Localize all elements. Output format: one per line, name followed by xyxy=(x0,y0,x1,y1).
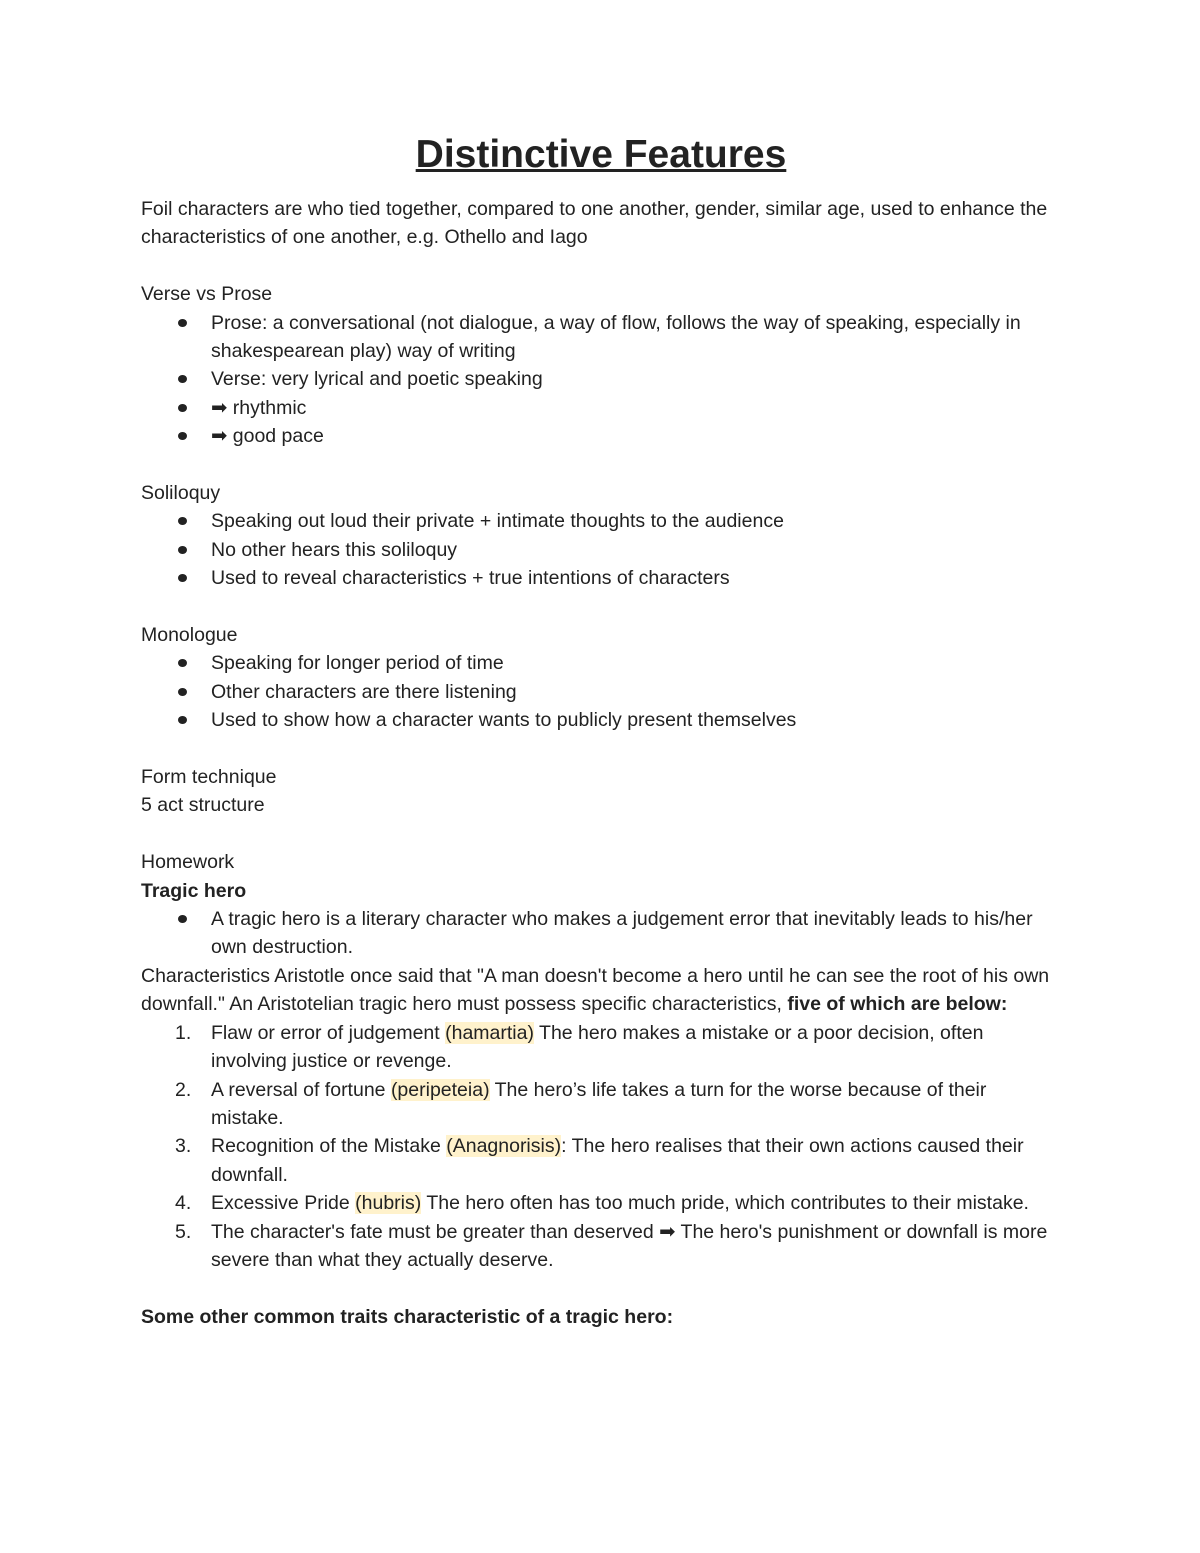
bullet-icon xyxy=(178,517,187,525)
bullet-icon xyxy=(178,546,187,554)
bullet-icon xyxy=(178,432,187,440)
list-item: Used to reveal characteristics + true intentions of characters xyxy=(141,564,1061,592)
highlighted-term: (Anagnorisis) xyxy=(446,1135,562,1158)
highlighted-term: (hubris) xyxy=(355,1192,422,1215)
list-item: ➡ rhythmic xyxy=(141,394,1061,422)
list-item: 3. Recognition of the Mistake (Anagnorisis): The hero realises that their own actions caused their downfall. xyxy=(175,1135,1024,1186)
form-line: 5 act structure xyxy=(141,794,265,817)
bullet-icon xyxy=(178,375,187,383)
document-page xyxy=(141,133,1061,1331)
bullet-icon xyxy=(178,688,187,696)
list-item: Verse: very lyrical and poetic speaking xyxy=(141,365,1061,393)
list-item: 5. The character's fate must be greater than deserved ➡ The hero's punishment or downfall is more severe than what they actually deserve. xyxy=(175,1220,1048,1271)
list-item: ➡ good pace xyxy=(141,422,1061,450)
monologue-list xyxy=(141,649,1061,734)
verse-prose-heading: Verse vs Prose xyxy=(141,283,273,306)
bullet-icon xyxy=(178,319,187,327)
soliloquy-heading: Soliloquy xyxy=(141,482,221,505)
soliloquy-list xyxy=(141,507,1061,592)
tragic-hero-heading: Tragic hero xyxy=(141,879,247,902)
bullet-icon xyxy=(178,574,187,582)
homework-heading: Homework xyxy=(141,851,235,874)
highlighted-term: (hamartia) xyxy=(445,1021,534,1044)
list-item: Other characters are there listening xyxy=(141,678,1061,706)
list-item: 2. A reversal of fortune (peripeteia) The hero’s life takes a turn for the worse because of their mistake. xyxy=(175,1078,987,1129)
bullet-icon xyxy=(178,404,187,412)
form-heading: Form technique xyxy=(141,766,277,789)
list-item: 4. Excessive Pride (hubris) The hero often has too much pride, which contributes to their mistake. xyxy=(175,1192,1029,1215)
list-item: Prose: a conversational (not dialogue, a way of flow, follows the way of speaking, especially in shakespearean play) way of writing xyxy=(141,309,1061,366)
traits-list xyxy=(141,1019,1061,1275)
foil-paragraph: Foil characters are who tied together, compared to one another, gender, similar age, used to enhance the characteristics of one another, e.g. Othello and Iago xyxy=(141,198,1048,249)
bullet-icon xyxy=(178,659,187,667)
list-item: No other hears this soliloquy xyxy=(141,536,1061,564)
monologue-heading: Monologue xyxy=(141,624,238,647)
list-item: Speaking for longer period of time xyxy=(141,649,1061,677)
highlighted-term: (peripeteia) xyxy=(390,1078,490,1101)
list-item: A tragic hero is a literary character who makes a judgement error that inevitably leads to his/her own destruction. xyxy=(141,905,1061,962)
bullet-icon xyxy=(178,716,187,724)
page-title: Distinctive Features xyxy=(415,133,787,176)
list-item: Speaking out loud their private + intimate thoughts to the audience xyxy=(141,507,1061,535)
tragic-hero-list xyxy=(141,905,1061,962)
verse-prose-list xyxy=(141,309,1061,451)
characteristics-intro: Characteristics Aristotle once said that "A man doesn't become a hero until he can see the root of his own downfall." An Aristotelian tragic hero must possess specific characteristics, five of which are below: xyxy=(141,964,1050,1016)
bullet-icon xyxy=(178,915,187,923)
list-item: 1. Flaw or error of judgement (hamartia) The hero makes a mistake or a poor decision, often involving justice or revenge. xyxy=(175,1021,984,1073)
list-item: Used to show how a character wants to publicly present themselves xyxy=(141,706,1061,734)
closing-heading: Some other common traits characteristic of a tragic hero: xyxy=(141,1305,674,1328)
